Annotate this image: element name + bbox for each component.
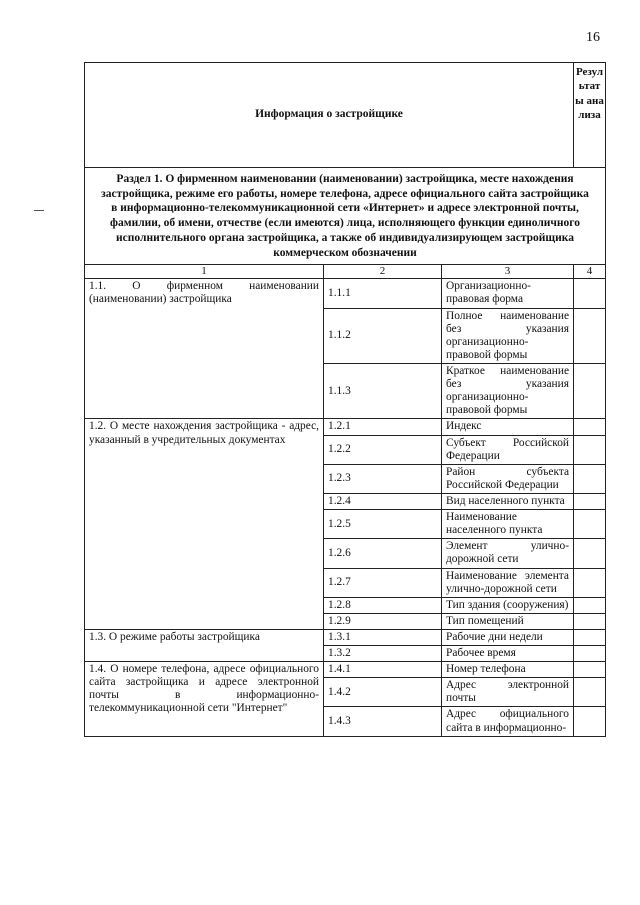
result-cell — [574, 363, 606, 418]
item-description: Тип здания (сооружения) — [442, 597, 574, 613]
item-description: Индекс — [442, 419, 574, 435]
result-cell — [574, 493, 606, 509]
result-cell — [574, 279, 606, 308]
result-cell — [574, 629, 606, 645]
group-label: 1.1. О фирменном наименовании (наименовании) застройщика — [85, 279, 324, 419]
result-cell — [574, 646, 606, 662]
page-number: 16 — [586, 30, 600, 45]
item-description: Краткое наименование без указания организационно-правовой формы — [442, 363, 574, 418]
item-code: 1.4.1 — [324, 662, 442, 678]
item-description: Номер телефона — [442, 662, 574, 678]
item-code: 1.2.6 — [324, 539, 442, 568]
table-row — [85, 419, 606, 435]
table-row — [85, 662, 606, 678]
item-code: 1.1.2 — [324, 308, 442, 363]
column-number: 2 — [324, 265, 442, 279]
item-description: Вид населенного пункта — [442, 493, 574, 509]
item-description: Тип помещений — [442, 613, 574, 629]
item-code: 1.2.2 — [324, 435, 442, 464]
item-code: 1.1.1 — [324, 279, 442, 308]
item-description: Наименование элемента улично-дорожной сети — [442, 568, 574, 597]
item-description: Полное наименование без указания организационно-правовой формы — [442, 308, 574, 363]
result-cell — [574, 678, 606, 707]
group-label: 1.4. О номере телефона, адресе официального сайта застройщика и адресе электронной почты в информационно-телекоммуникационной сети "Интернет" — [85, 662, 324, 737]
result-cell — [574, 662, 606, 678]
item-code: 1.1.3 — [324, 363, 442, 418]
table-row — [85, 629, 606, 645]
scan-edge-mark — [34, 210, 44, 211]
item-code: 1.3.2 — [324, 646, 442, 662]
result-cell — [574, 613, 606, 629]
column-number: 1 — [85, 265, 324, 279]
group-label: 1.2. О месте нахождения застройщика - адрес, указанный в учредительных документах — [85, 419, 324, 630]
item-description: Адрес официального сайта в информационно- — [442, 707, 574, 736]
result-cell — [574, 419, 606, 435]
item-code: 1.2.5 — [324, 510, 442, 539]
item-code: 1.2.8 — [324, 597, 442, 613]
item-code: 1.2.3 — [324, 464, 442, 493]
item-code: 1.2.1 — [324, 419, 442, 435]
result-cell — [574, 568, 606, 597]
result-cell — [574, 308, 606, 363]
result-cell — [574, 510, 606, 539]
item-description: Организационно-правовая форма — [442, 279, 574, 308]
item-code: 1.4.3 — [324, 707, 442, 736]
result-cell — [574, 539, 606, 568]
table-row — [85, 279, 606, 308]
result-cell — [574, 435, 606, 464]
section-heading: Раздел 1. О фирменном наименовании (наименовании) застройщика, месте нахождения застройщика, режиме его работы, номере телефона, адресе официального сайта застройщика в информационно-телекоммуникационной сети «Интернет» и адресе электронной почты, фамилии, об имени, отчестве (если имеются) лица, исполняющего функции единоличного исполнительного органа застройщика, а также об индивидуализирующем застройщика коммерческом обозначении — [85, 168, 606, 265]
item-description: Район субъекта Российской Федерации — [442, 464, 574, 493]
table-title: Информация о застройщике — [85, 63, 574, 168]
item-description: Субъект Российской Федерации — [442, 435, 574, 464]
result-cell — [574, 464, 606, 493]
item-description: Наименование населенного пункта — [442, 510, 574, 539]
developer-info-table — [84, 62, 606, 737]
item-description: Адрес электронной почты — [442, 678, 574, 707]
item-code: 1.3.1 — [324, 629, 442, 645]
item-description: Элемент улично-дорожной сети — [442, 539, 574, 568]
result-cell — [574, 707, 606, 736]
item-description: Рабочее время — [442, 646, 574, 662]
column-number: 4 — [574, 265, 606, 279]
item-code: 1.4.2 — [324, 678, 442, 707]
result-column-header: Результаты анализа — [574, 63, 606, 168]
result-cell — [574, 597, 606, 613]
group-label: 1.3. О режиме работы застройщика — [85, 629, 324, 661]
item-code: 1.2.9 — [324, 613, 442, 629]
column-number: 3 — [442, 265, 574, 279]
item-description: Рабочие дни недели — [442, 629, 574, 645]
item-code: 1.2.7 — [324, 568, 442, 597]
item-code: 1.2.4 — [324, 493, 442, 509]
